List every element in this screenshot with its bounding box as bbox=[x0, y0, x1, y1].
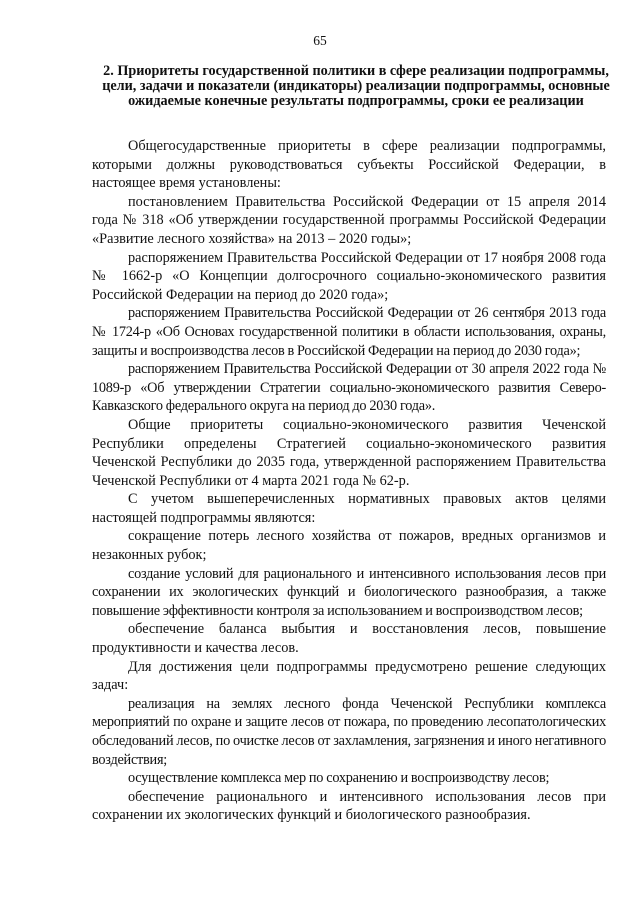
body-text bbox=[92, 137, 606, 825]
page-number: 65 bbox=[313, 33, 327, 48]
paragraph-regional-priorities: Общие приоритеты социально-экономического развития Чеченской Республики определены Стратегией социально-экономического развития Чеченской Республики до 2035 года, утвержденной распоряжением Правительства Чеченской Республики от 4 марта 2021 года № 62-р. bbox=[92, 416, 606, 489]
paragraph-task-rational-use: обеспечение рационального и интенсивного использования лесов при сохранении их экологических функций и биологического разнообразия. bbox=[92, 788, 606, 824]
paragraph-tasks-intro: Для достижения цели подпрограммы предусмотрено решение следующих задач: bbox=[92, 658, 606, 694]
paragraph-goal-losses: сокращение потерь лесного хозяйства от пожаров, вредных организмов и незаконных рубок; bbox=[92, 528, 606, 564]
paragraph-goal-balance: обеспечение баланса выбытия и восстановления лесов, повышение продуктивности и качества лесов. bbox=[92, 621, 606, 657]
section-heading: 2. Приоритеты государственной политики в сфере реализации подпрограммы, цели, задачи и показатели (индикаторы) реализации подпрограммы, основные ожидаемые конечные результаты подпрограммы, сроки ее реализации bbox=[102, 63, 610, 110]
paragraph-decree-318: постановлением Правительства Российской Федерации от 15 апреля 2014 года № 318 «Об утверждении государственной программы Российской Федерации «Развитие лесного хозяйства» на 2013 – 2020 годы»; bbox=[92, 193, 606, 247]
paragraph-order-1724: распоряжением Правительства Российской Федерации от 26 сентября 2013 года № 1724-р «Об Основах государственной политики в области использования, охраны, защиты и воспроизводства лесов в Российской Федерации на период до 2030 года»; bbox=[92, 305, 606, 359]
paragraph-goals-intro: С учетом вышеперечисленных нормативных правовых актов целями настоящей подпрограммы являются: bbox=[92, 491, 606, 526]
paragraph-order-1662: распоряжением Правительства Российской Федерации от 17 ноября 2008 года № 1662-р «О Концепции долгосрочного социально-экономического развития Российской Федерации на период до 2020 года»; bbox=[92, 249, 606, 303]
paragraph-priorities-intro: Общегосударственные приоритеты в сфере реализации подпрограммы, которыми должны руководствоваться субъекты Российской Федерации, в настоящее время установлены: bbox=[92, 138, 606, 192]
paragraph-order-1089: распоряжением Правительства Российской Федерации от 30 апреля 2022 года № 1089-р «Об утверждении Стратегии социально-экономического развития Северо-Кавказского федерального округа на период до 2030 года». bbox=[92, 361, 606, 415]
paragraph-task-protection: реализация на землях лесного фонда Чеченской Республики комплекса мероприятий по охране и защите лесов от пожара, по проведению лесопатологических обследований лесов, по очистке лесов от захламления, загрязнения и иного негативного воздействия; bbox=[92, 695, 606, 768]
paragraph-task-reproduction: осуществление комплекса мер по сохранению и воспроизводству лесов; bbox=[128, 770, 550, 787]
paragraph-goal-rational-use: создание условий для рационального и интенсивного использования лесов при сохранении их экологических функций и биологического разнообразия, а также повышение эффективности контроля за использованием и воспроизводством лесов; bbox=[92, 565, 606, 619]
